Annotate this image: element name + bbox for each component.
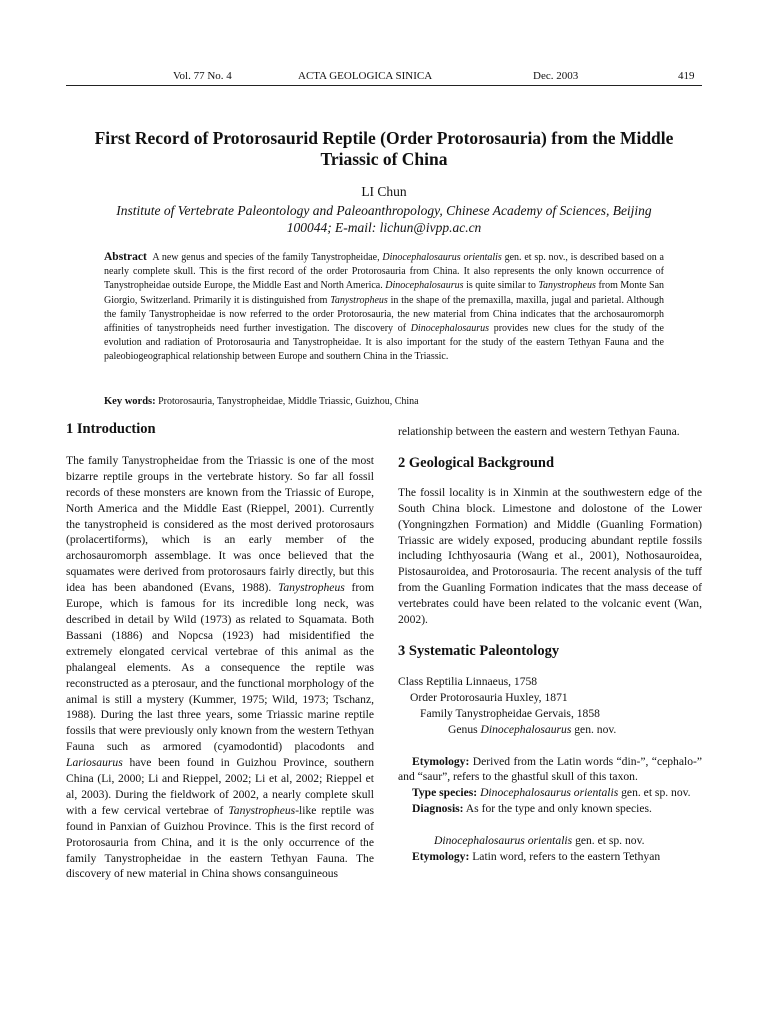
species-heading: Dinocephalosaurus orientalis gen. et sp. nov. bbox=[434, 834, 645, 848]
author-name: LI Chun bbox=[361, 184, 407, 199]
type-species: Type species: Dinocephalosaurus orientalis gen. et sp. nov. bbox=[412, 786, 691, 800]
taxon-class: Class Reptilia Linnaeus, 1758 bbox=[398, 674, 538, 688]
right-column bbox=[398, 424, 702, 865]
left-column bbox=[66, 422, 374, 882]
introduction-continuation: relationship between the eastern and western Tethyan Fauna. bbox=[398, 425, 680, 438]
header-page-number: 419 bbox=[678, 70, 695, 82]
diagnosis: Diagnosis: As for the type and only known species. bbox=[412, 802, 652, 816]
paper-title: First Record of Protorosaurid Reptile (Order Protorosauria) from the Middle Triassic of China bbox=[94, 128, 674, 169]
introduction-paragraph: The family Tanystropheidae from the Triassic is one of the most bizarre reptile groups in the vertebrate history. So far all fossil records of these monsters are known from the Triassic of Europe, North America and the Middle East (Rieppel, 2001). Currently the tanystropheid is considered as the most derived protorosaurs (prolacertiforms), which is an early member of the archosauromorph assemblage. It was once believed that the squamates were derived from protorosaurs fairly directly, but this idea has been abandoned (Evans, 1988). Tanystropheus from Europe, which is famous for its incredible long neck, was described in detail by Wild (1973) as related to Squamata. Both Bassani (1886) and Nopcsa (1923) had misidentified the extremely elongated cervical vertebrae of this animal as the phalangeal elements. As a consequence the reptile was reconstructed as a pterosaur, and the functional morphology of the animal is still a mystery (Kummer, 1975; Wild, 1973; Tschanz, 1988). During the last three years, some Triassic marine reptile fossils that were previously only known from the western Tethyan Fauna such as armored (cyamodontid) placodonts and Lariosaurus have been found in Guizhou Province, southern China (Li, 2000; Li and Rieppel, 2002; Li et al, 2002; Rieppel et al, 2003). During the fieldwork of 2002, a nearly complete skull with a few cervical vertebrae of Tanystropheus-like reptile was found in Panxian of Guizhou Province. This is the first record of Protorosauria from China, and it is the only occurrence of the family Tanystropheidae in the eastern Tethyan Fauna. The discovery of new material in China shows consanguineous bbox=[66, 453, 375, 881]
header-volume: Vol. 77 No. 4 bbox=[173, 70, 232, 82]
keywords-label: Key words: bbox=[104, 396, 156, 407]
section-heading-systematics: 3 Systematic Paleontology bbox=[398, 642, 560, 659]
keywords bbox=[104, 396, 664, 407]
etymology-species: Etymology: Latin word, refers to the eastern Tethyan bbox=[412, 850, 661, 864]
running-header bbox=[66, 70, 702, 84]
taxon-family: Family Tanystropheidae Gervais, 1858 bbox=[420, 706, 600, 720]
keywords-text: Protorosauria, Tanystropheidae, Middle Triassic, Guizhou, China bbox=[158, 396, 419, 407]
header-journal: ACTA GEOLOGICA SINICA bbox=[298, 70, 433, 82]
header-rule bbox=[66, 85, 702, 86]
header-date: Dec. 2003 bbox=[533, 70, 579, 82]
section-heading-geology: 2 Geological Background bbox=[398, 454, 555, 471]
abstract: Abstract A new genus and species of the family Tanystropheidae, Dinocephalosaurus orientalis gen. et sp. nov., is described based on a nearly complete skull. This is the first record of the order Protorosauria from China. It also represents the only known occurrence of Tanystropheidae outside Europe, the Middle East and North America. Dinocephalosaurus is quite similar to Tanystropheus from Monte San Giorgio, Switzerland. Primarily it is distinguished from Tanystropheus in the shape of the premaxilla, maxilla, jugal and parietal. Although the family Tanystropheidae is now referred to the order Protorosauria, the new material from China indicates that the archosauromorph affinities of tanystropheids need further investigation. The discovery of Dinocephalosaurus provides new clues for the study of the evolution and radiation of Protorosauria and Tanystropheidae. It is also important for the study of the eastern Tethyan Fauna and the paleobiogeographical relationship between Europe and southern China in the Triassic. bbox=[104, 251, 665, 363]
abstract-label: Abstract bbox=[104, 251, 147, 263]
geology-paragraph: The fossil locality is in Xinmin at the southwestern edge of the South China block. Limestone and dolostone of the Lower (Yongningzhen Formation) and Middle (Guanling Formation) Triassic are widely exposed, producing abundant reptile fossils including Ichthyosauria (Wang et al., 2001), Nothosauroidea, Pistosauroidea, and Protorosauria. The recent analysis of the tuff from the Guanling Formation indicates that the mass decease of vertebrates could have been related to the volcanic event (Wan, 2002). bbox=[398, 485, 702, 627]
taxon-genus: Genus Dinocephalosaurus gen. nov. bbox=[448, 722, 617, 736]
taxon-order: Order Protorosauria Huxley, 1871 bbox=[410, 690, 568, 704]
etymology-genus: Etymology: Derived from the Latin words “din-”, “cephalo-” and “saur”, refers to the ghastful skull of this taxon. bbox=[398, 754, 702, 784]
taxonomy-block bbox=[398, 674, 702, 738]
section-heading-introduction: 1 Introduction bbox=[66, 421, 156, 437]
author-affiliation: Institute of Vertebrate Paleontology and Paleoanthropology, Chinese Academy of Sciences, Beijing 100044; E-mail: lichun@ivpp.ac.cn bbox=[116, 203, 652, 235]
